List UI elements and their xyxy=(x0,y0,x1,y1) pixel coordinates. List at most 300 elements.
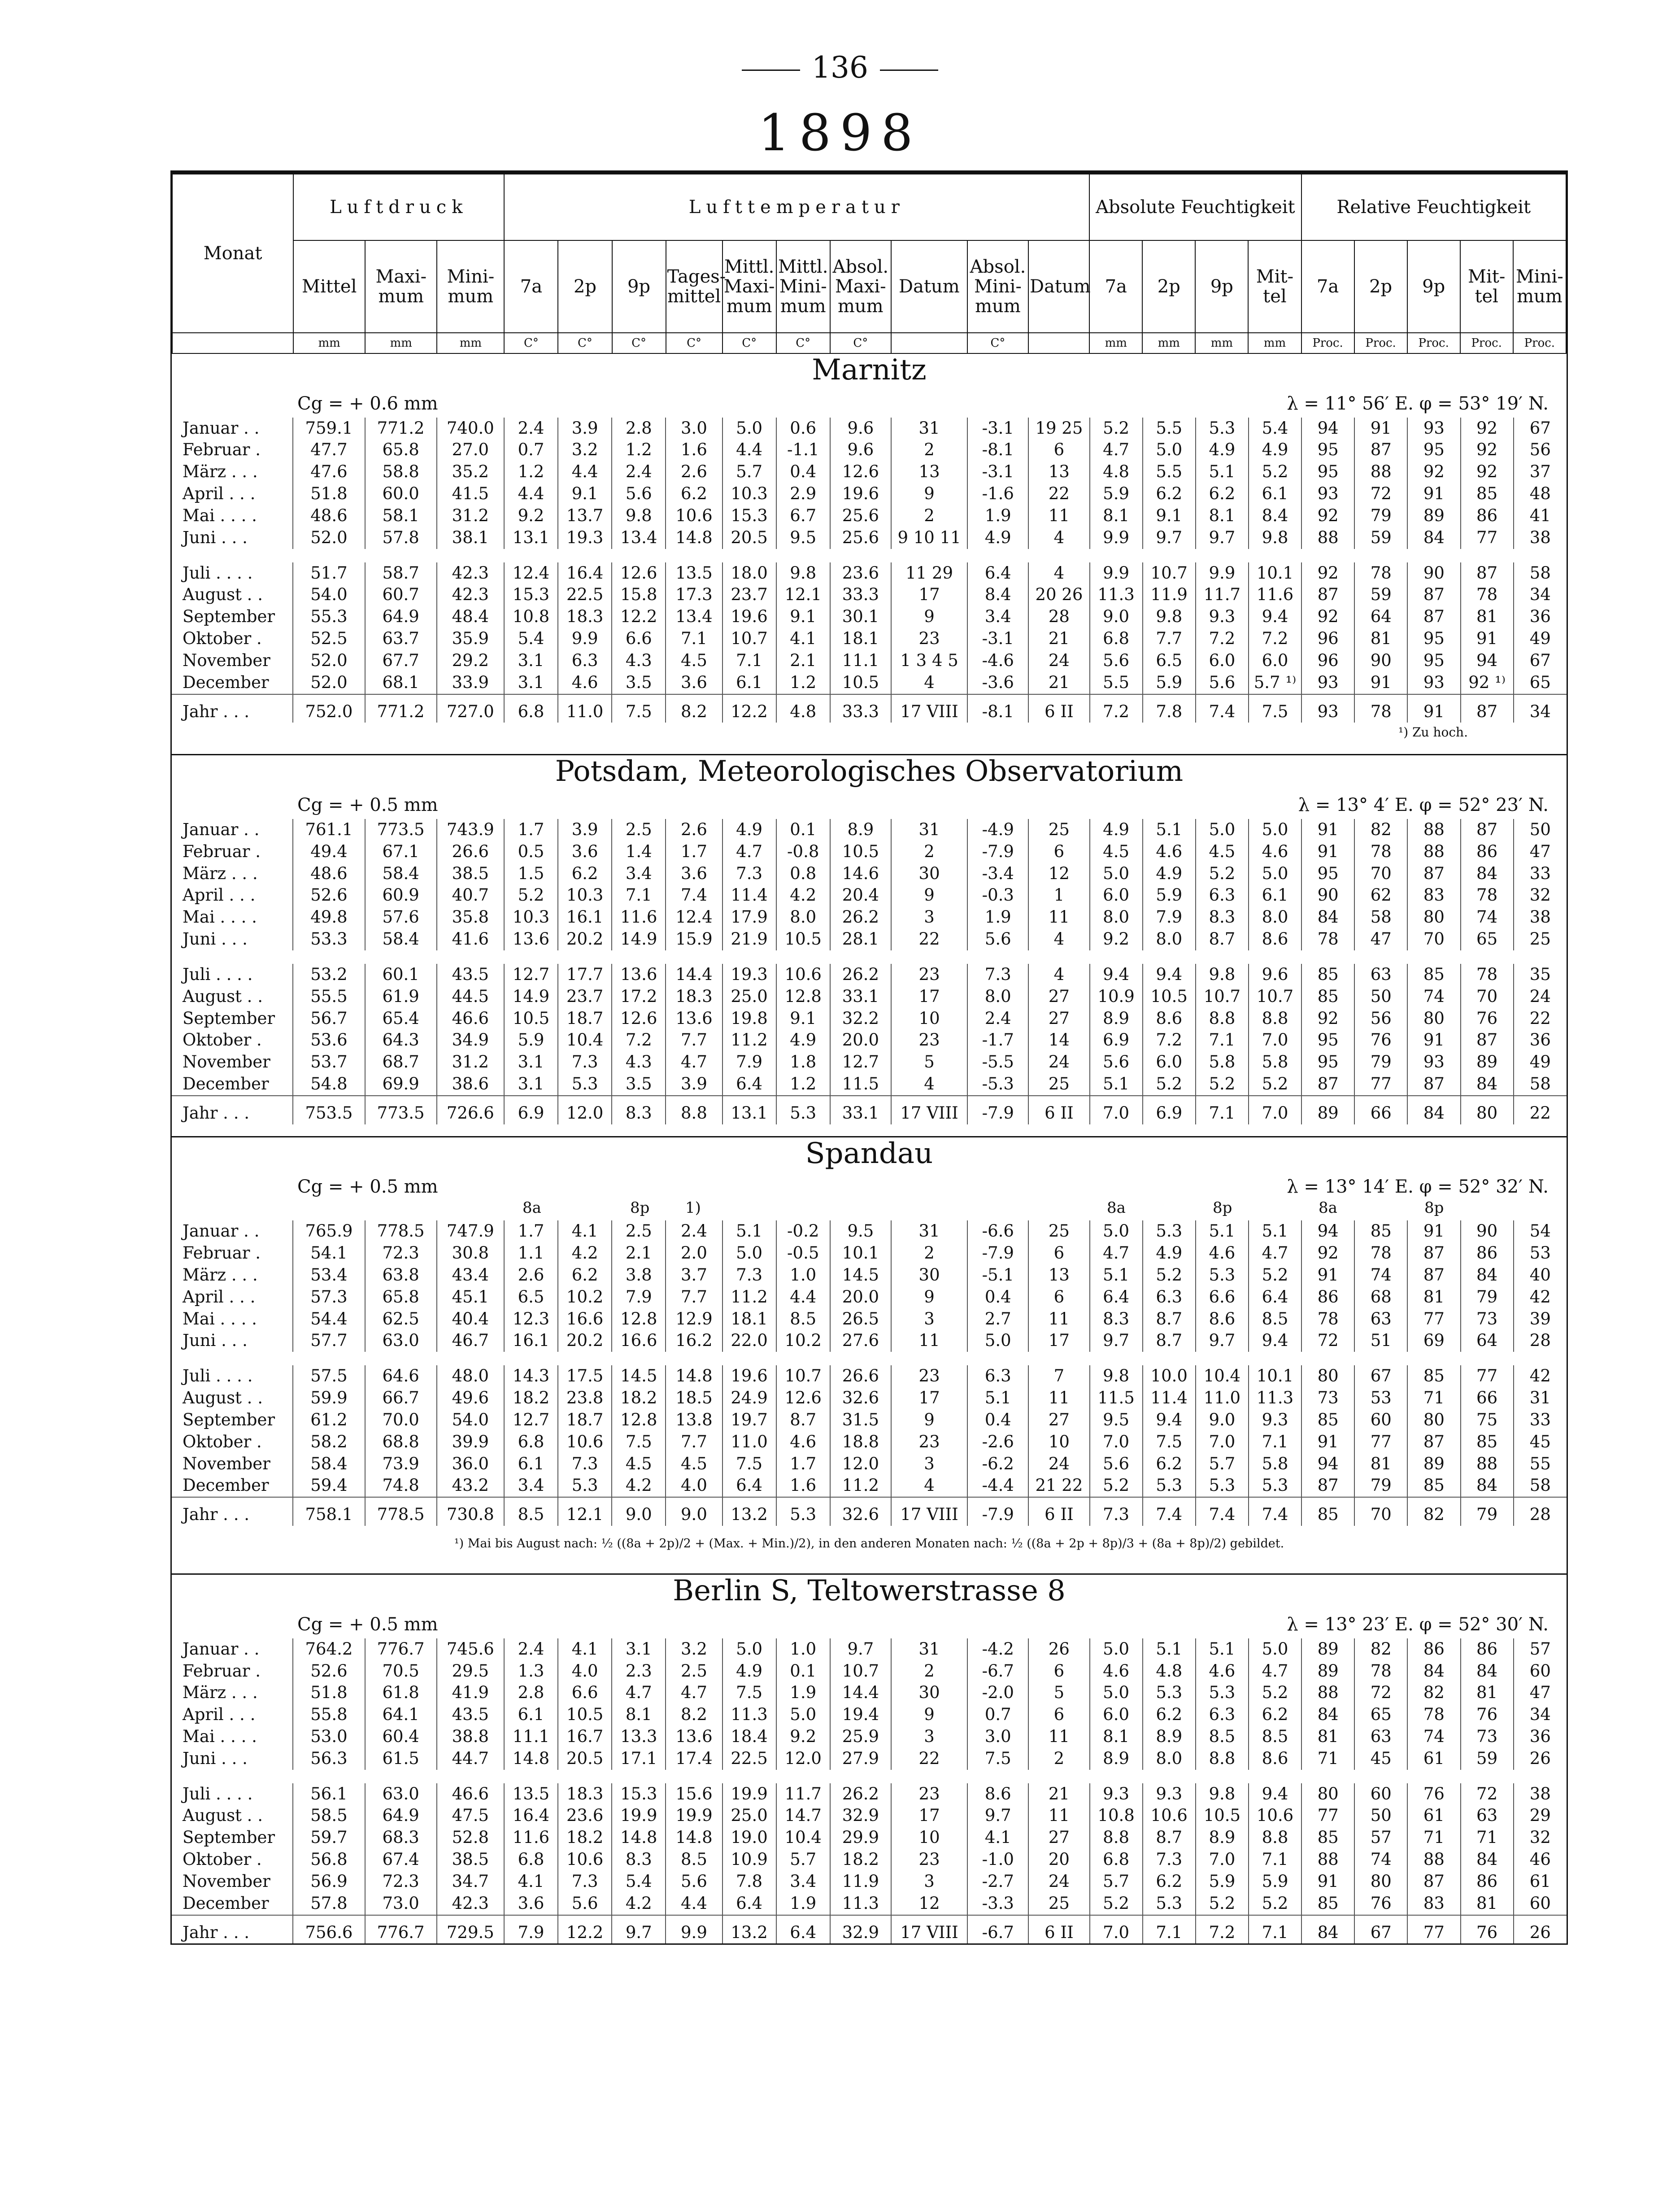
data-cell: 4.4 xyxy=(776,1286,830,1308)
data-cell: 11 29 xyxy=(891,562,967,584)
data-cell: 5 xyxy=(891,1051,967,1073)
month-row xyxy=(172,1242,1567,1264)
data-cell: 7.9 xyxy=(1143,906,1196,928)
month-row xyxy=(172,986,1567,1008)
data-cell: 42.3 xyxy=(437,562,504,584)
data-cell: 10.7 xyxy=(722,628,776,650)
data-cell: 30 xyxy=(891,1682,967,1704)
data-cell: 5.5 xyxy=(1143,461,1196,483)
data-cell: 9 xyxy=(891,606,967,628)
data-cell: 9 xyxy=(891,884,967,906)
data-cell: 5.9 xyxy=(1249,1871,1301,1893)
data-cell: 3.1 xyxy=(504,650,558,672)
data-cell: 8.7 xyxy=(1143,1308,1196,1330)
data-cell: 81 xyxy=(1354,1453,1407,1475)
data-cell: 5.7 xyxy=(1196,1453,1249,1475)
header-col: 2p xyxy=(1142,240,1195,333)
data-cell: 63 xyxy=(1354,1308,1407,1330)
data-cell: 4.2 xyxy=(612,1893,666,1915)
year-row xyxy=(172,1497,1567,1526)
data-cell: 59.7 xyxy=(293,1827,365,1849)
data-cell: 73 xyxy=(1461,1726,1514,1748)
data-cell: 4.6 xyxy=(1143,841,1196,863)
data-cell: 32.6 xyxy=(830,1497,891,1526)
data-cell: 5.6 xyxy=(967,928,1028,950)
data-cell: 65.8 xyxy=(365,1286,437,1308)
data-cell: -3.1 xyxy=(967,628,1028,650)
month-label: Oktober . xyxy=(183,1432,262,1451)
data-cell: 56.1 xyxy=(293,1783,365,1805)
data-cell: -4.9 xyxy=(967,819,1028,841)
data-cell: 5.3 xyxy=(776,1497,830,1526)
data-cell: 6.4 xyxy=(967,562,1028,584)
data-cell: 7.7 xyxy=(666,1286,722,1308)
data-cell: 59 xyxy=(1354,527,1407,549)
data-cell: -7.9 xyxy=(967,1096,1028,1124)
month-label: Mai . . . . xyxy=(183,907,257,927)
data-cell: 54.4 xyxy=(293,1308,365,1330)
data-cell: 5.2 xyxy=(1090,418,1143,440)
data-cell: 10.4 xyxy=(776,1827,830,1849)
data-cell: 5.9 xyxy=(1143,884,1196,906)
data-cell: 78 xyxy=(1354,841,1407,863)
header-col: 7a xyxy=(1089,240,1142,333)
data-cell: 6.8 xyxy=(1090,628,1143,650)
data-cell: 88 xyxy=(1461,1453,1514,1475)
data-cell: 3.9 xyxy=(666,1073,722,1096)
data-cell: 11 xyxy=(1028,906,1089,928)
data-cell: 9.0 xyxy=(666,1497,722,1526)
data-cell: 1.7 xyxy=(504,1220,558,1242)
data-cell: 25.6 xyxy=(830,505,891,527)
data-cell: 86 xyxy=(1461,841,1514,863)
data-cell: 7.9 xyxy=(504,1915,558,1944)
data-cell: 74 xyxy=(1407,986,1460,1008)
data-cell: 4 xyxy=(1028,562,1089,584)
data-cell: 64.3 xyxy=(365,1029,437,1051)
climate-table xyxy=(170,170,1568,1945)
data-cell: 80 xyxy=(1407,906,1460,928)
data-cell: 69 xyxy=(1407,1330,1460,1352)
data-cell: 771.2 xyxy=(365,418,437,440)
data-cell: 13.5 xyxy=(666,562,722,584)
data-cell: 3.0 xyxy=(967,1726,1028,1748)
data-cell: 17 VIII xyxy=(891,1497,967,1526)
data-cell: 12.8 xyxy=(612,1409,666,1431)
month-row xyxy=(172,1827,1567,1849)
data-cell: 27.6 xyxy=(830,1330,891,1352)
data-cell: 14.7 xyxy=(776,1805,830,1827)
data-cell: 16.6 xyxy=(558,1308,612,1330)
data-cell: 38 xyxy=(1514,906,1567,928)
data-cell: 10 xyxy=(1028,1431,1089,1453)
data-cell: 14.8 xyxy=(666,1827,722,1849)
data-cell: 17.5 xyxy=(558,1365,612,1387)
header-absolute-feuchtigkeit: Absolute Feuchtigkeit xyxy=(1089,174,1301,240)
data-cell: 11.1 xyxy=(504,1726,558,1748)
data-cell: 17.2 xyxy=(612,986,666,1008)
data-cell: 77 xyxy=(1461,1365,1514,1387)
data-cell: 6.0 xyxy=(1196,650,1249,672)
year-row xyxy=(172,1096,1567,1124)
data-cell: -6.7 xyxy=(967,1660,1028,1682)
data-cell: 10 xyxy=(891,1827,967,1849)
data-cell: 92 ¹⁾ xyxy=(1461,672,1514,694)
data-cell: 11.9 xyxy=(830,1871,891,1893)
data-cell: 84 xyxy=(1461,1475,1514,1497)
data-cell: 18.3 xyxy=(558,606,612,628)
data-cell: 5.8 xyxy=(1249,1453,1301,1475)
unit-label: C° xyxy=(722,333,776,353)
unit-label: mm xyxy=(293,333,365,353)
data-cell: 10.8 xyxy=(1090,1805,1143,1827)
station-coordinates: λ = 13° 4′ E. φ = 52° 23′ N. xyxy=(1298,794,1549,815)
data-cell: 27 xyxy=(1028,1008,1089,1030)
data-cell: 17.9 xyxy=(722,906,776,928)
data-cell: 5.1 xyxy=(1196,1220,1249,1242)
month-row xyxy=(172,1029,1567,1051)
data-cell: 11.6 xyxy=(1249,584,1301,606)
data-cell: 37 xyxy=(1514,461,1567,483)
data-cell: 10.1 xyxy=(1249,1365,1301,1387)
data-cell: 12.0 xyxy=(830,1453,891,1475)
data-cell: 44.5 xyxy=(437,986,504,1008)
data-cell: 61 xyxy=(1514,1871,1567,1893)
month-label: Juni . . . xyxy=(183,1748,248,1768)
data-cell: 8.0 xyxy=(967,986,1028,1008)
data-cell: 16.4 xyxy=(558,562,612,584)
data-cell: 27.0 xyxy=(437,439,504,461)
data-cell: 81 xyxy=(1461,1893,1514,1915)
data-cell: 9.6 xyxy=(830,418,891,440)
data-cell: 1.8 xyxy=(776,1051,830,1073)
data-cell: 81 xyxy=(1407,1286,1460,1308)
data-cell: 7 xyxy=(1028,1365,1089,1387)
data-cell: 3.8 xyxy=(612,1264,666,1286)
data-cell: 3 xyxy=(891,1453,967,1475)
data-cell: 8.3 xyxy=(1090,1308,1143,1330)
data-cell: 28.1 xyxy=(830,928,891,950)
data-cell: 89 xyxy=(1301,1096,1354,1124)
data-cell: 5.6 xyxy=(666,1871,722,1893)
data-cell: 53.7 xyxy=(293,1051,365,1073)
data-cell: 5.3 xyxy=(1143,1220,1196,1242)
data-cell: 82 xyxy=(1407,1497,1460,1526)
data-cell: 17 xyxy=(1028,1330,1089,1352)
data-cell: 80 xyxy=(1301,1365,1354,1387)
data-cell: 84 xyxy=(1301,906,1354,928)
data-cell: 5.0 xyxy=(722,1242,776,1264)
data-cell: 41.5 xyxy=(437,483,504,505)
data-cell: 78 xyxy=(1461,884,1514,906)
data-cell: 5.1 xyxy=(1143,819,1196,841)
data-cell: 47.7 xyxy=(293,439,365,461)
data-cell: 4.6 xyxy=(1249,841,1301,863)
data-cell: 52.5 xyxy=(293,628,365,650)
data-cell: 3.6 xyxy=(666,863,722,885)
data-cell: 0.4 xyxy=(967,1286,1028,1308)
month-row xyxy=(172,1805,1567,1827)
month-row xyxy=(172,1431,1567,1453)
data-cell: 8.0 xyxy=(1090,906,1143,928)
month-label: Mai . . . . xyxy=(183,505,257,525)
data-cell: 18.7 xyxy=(558,1409,612,1431)
data-cell: 78 xyxy=(1407,1704,1460,1726)
data-cell: 3.4 xyxy=(612,863,666,885)
data-cell: 5.0 xyxy=(1249,863,1301,885)
data-cell: 5.9 xyxy=(1143,672,1196,694)
data-cell: -0.3 xyxy=(967,884,1028,906)
data-cell: 6.1 xyxy=(504,1704,558,1726)
header-col: Maxi-mum xyxy=(365,240,437,333)
data-cell: 2 xyxy=(1028,1748,1089,1770)
data-cell: 9.1 xyxy=(558,483,612,505)
month-row xyxy=(172,1008,1567,1030)
data-cell: 38.6 xyxy=(437,1073,504,1096)
header-col: Mittl. Mini-mum xyxy=(776,240,830,333)
data-cell: 6.8 xyxy=(504,694,558,723)
data-cell: 11.7 xyxy=(776,1783,830,1805)
data-cell: 14.5 xyxy=(830,1264,891,1286)
data-cell: 78 xyxy=(1461,964,1514,986)
data-cell: 43.2 xyxy=(437,1475,504,1497)
data-cell: 38.5 xyxy=(437,1849,504,1871)
data-cell: 69.9 xyxy=(365,1073,437,1096)
data-cell: 2 xyxy=(891,505,967,527)
data-cell: 32.9 xyxy=(830,1915,891,1944)
data-cell: 61.9 xyxy=(365,986,437,1008)
data-cell: 11.6 xyxy=(504,1827,558,1849)
data-cell: 5.1 xyxy=(1249,1220,1301,1242)
data-cell: 4.7 xyxy=(722,841,776,863)
data-cell: 32 xyxy=(1514,884,1567,906)
data-cell: 5.2 xyxy=(1143,1264,1196,1286)
data-cell: 7.1 xyxy=(1143,1915,1196,1944)
data-cell: 776.7 xyxy=(365,1915,437,1944)
data-cell: 5.7 xyxy=(776,1849,830,1871)
data-cell: 73.9 xyxy=(365,1453,437,1475)
data-cell: 93 xyxy=(1407,1051,1460,1073)
data-cell: 60 xyxy=(1354,1783,1407,1805)
data-cell: 1.6 xyxy=(666,439,722,461)
data-cell: 4 xyxy=(891,672,967,694)
data-cell: 88 xyxy=(1407,819,1460,841)
data-cell: 16.7 xyxy=(558,1726,612,1748)
year-label: Jahr . . . xyxy=(172,1096,293,1124)
data-cell: 85 xyxy=(1301,964,1354,986)
data-cell: 16.4 xyxy=(504,1805,558,1827)
data-cell: 50 xyxy=(1354,1805,1407,1827)
data-cell: 12.0 xyxy=(776,1748,830,1770)
data-cell: 5.0 xyxy=(722,1638,776,1660)
month-label: Mai . . . . xyxy=(183,1726,257,1746)
data-cell: 93 xyxy=(1407,672,1460,694)
data-cell: 53.0 xyxy=(293,1726,365,1748)
data-cell: 18.2 xyxy=(612,1387,666,1409)
data-cell: 16.1 xyxy=(558,906,612,928)
data-cell: 8.1 xyxy=(1090,1726,1143,1748)
data-cell: 4.6 xyxy=(558,672,612,694)
station-coordinates: λ = 11° 56′ E. φ = 53° 19′ N. xyxy=(1287,393,1549,414)
station-title: Marnitz xyxy=(812,353,927,387)
footnote: ¹) Zu hoch. xyxy=(1398,725,1468,740)
data-cell: 22 xyxy=(1514,1008,1567,1030)
month-label: Oktober . xyxy=(183,1850,262,1869)
month-label: November xyxy=(183,1052,270,1072)
data-cell: 11.2 xyxy=(830,1475,891,1497)
month-row xyxy=(172,584,1567,606)
data-cell: 72 xyxy=(1354,483,1407,505)
data-cell: 8.5 xyxy=(666,1849,722,1871)
data-cell: 6 xyxy=(1028,1242,1089,1264)
data-cell: 54.1 xyxy=(293,1242,365,1264)
data-cell: 5.1 xyxy=(1196,461,1249,483)
data-cell: 43.5 xyxy=(437,1704,504,1726)
data-cell: 77 xyxy=(1407,1915,1460,1944)
data-cell: 21 xyxy=(1028,672,1089,694)
data-cell: 4.7 xyxy=(1249,1660,1301,1682)
data-cell: 87 xyxy=(1407,1264,1460,1286)
data-cell: 88 xyxy=(1301,1849,1354,1871)
data-cell: 11.0 xyxy=(1196,1387,1249,1409)
data-cell: 13.4 xyxy=(612,527,666,549)
data-cell: 7.5 xyxy=(967,1748,1028,1770)
data-cell: 9.2 xyxy=(1090,928,1143,950)
year-label: Jahr . . . xyxy=(172,1915,293,1944)
data-cell: 10.3 xyxy=(722,483,776,505)
data-cell: 6 II xyxy=(1028,1096,1089,1124)
data-cell: 72.3 xyxy=(365,1242,437,1264)
data-cell: 96 xyxy=(1301,628,1354,650)
data-cell: 9.5 xyxy=(776,527,830,549)
data-cell: -0.5 xyxy=(776,1242,830,1264)
data-cell: 6.3 xyxy=(967,1365,1028,1387)
data-cell: 4.5 xyxy=(612,1453,666,1475)
data-cell: 31 xyxy=(891,1220,967,1242)
data-cell: 7.0 xyxy=(1196,1849,1249,1871)
data-cell: 65 xyxy=(1514,672,1567,694)
data-cell: 18.8 xyxy=(830,1431,891,1453)
header-col: 9p xyxy=(1407,240,1460,333)
data-cell: -5.1 xyxy=(967,1264,1028,1286)
data-cell: 23 xyxy=(891,1849,967,1871)
data-cell: 93 xyxy=(1301,483,1354,505)
data-cell: 34 xyxy=(1514,1704,1567,1726)
data-cell: 12.7 xyxy=(504,1409,558,1431)
data-cell: 79 xyxy=(1354,1051,1407,1073)
data-cell: 36 xyxy=(1514,1029,1567,1051)
data-cell: 92 xyxy=(1461,461,1514,483)
data-cell: 63 xyxy=(1354,964,1407,986)
data-cell: 84 xyxy=(1461,1073,1514,1096)
data-cell: 5.2 xyxy=(1196,863,1249,885)
data-cell: 2.1 xyxy=(612,1242,666,1264)
data-cell: 57.8 xyxy=(293,1893,365,1915)
data-cell: 38.8 xyxy=(437,1726,504,1748)
data-cell: 5.3 xyxy=(1143,1682,1196,1704)
station-coordinates: λ = 13° 23′ E. φ = 52° 30′ N. xyxy=(1287,1614,1549,1635)
data-cell: 9 xyxy=(891,1409,967,1431)
data-cell: 10 xyxy=(891,1008,967,1030)
data-cell: 13.4 xyxy=(666,606,722,628)
data-cell: 92 xyxy=(1407,461,1460,483)
data-cell: 84 xyxy=(1407,527,1460,549)
data-cell: 87 xyxy=(1407,584,1460,606)
data-cell: 93 xyxy=(1301,694,1354,723)
data-cell: 40 xyxy=(1514,1264,1567,1286)
data-cell: 17.1 xyxy=(612,1748,666,1770)
data-cell: 9.7 xyxy=(1196,1330,1249,1352)
unit-label: mm xyxy=(1142,333,1195,353)
data-cell: 3.4 xyxy=(776,1871,830,1893)
data-cell: 81 xyxy=(1301,1726,1354,1748)
unit-label: Proc. xyxy=(1407,333,1460,353)
data-cell: 47 xyxy=(1514,841,1567,863)
unit-label xyxy=(1028,333,1089,353)
data-cell: 13 xyxy=(1028,1264,1089,1286)
data-cell: 13.8 xyxy=(666,1409,722,1431)
data-cell: 6.1 xyxy=(1249,884,1301,906)
data-cell: 92 xyxy=(1461,418,1514,440)
data-cell: 43.5 xyxy=(437,964,504,986)
data-cell: 87 xyxy=(1407,1242,1460,1264)
data-cell: 5.1 xyxy=(1196,1638,1249,1660)
data-cell: 761.1 xyxy=(293,819,365,841)
month-label: August . . xyxy=(183,585,263,605)
data-cell: 62.5 xyxy=(365,1308,437,1330)
data-cell: 15.3 xyxy=(612,1783,666,1805)
data-cell: 9.1 xyxy=(776,1008,830,1030)
data-cell: 20.5 xyxy=(558,1748,612,1770)
data-cell: 11 xyxy=(1028,505,1089,527)
data-cell: 49.8 xyxy=(293,906,365,928)
data-cell: 5.7 ¹⁾ xyxy=(1249,672,1301,694)
data-cell: 84 xyxy=(1407,1096,1460,1124)
data-cell: 57.6 xyxy=(365,906,437,928)
data-cell: 93 xyxy=(1407,418,1460,440)
data-cell: 77 xyxy=(1354,1431,1407,1453)
month-row xyxy=(172,964,1567,986)
data-cell: 5.0 xyxy=(1249,819,1301,841)
data-cell: 6.6 xyxy=(612,628,666,650)
header-monat: Monat xyxy=(172,174,293,333)
data-cell: 7.3 xyxy=(722,1264,776,1286)
data-cell: 38.1 xyxy=(437,527,504,549)
month-label: Januar . . xyxy=(183,1639,260,1659)
data-cell: 85 xyxy=(1301,1409,1354,1431)
data-cell: 6 xyxy=(1028,1286,1089,1308)
unit-label: Proc. xyxy=(1460,333,1513,353)
data-cell: 74 xyxy=(1407,1726,1460,1748)
data-cell: 19.9 xyxy=(612,1805,666,1827)
header-lufttemperatur: Lufttemperatur xyxy=(504,174,1089,240)
data-cell: 39.9 xyxy=(437,1431,504,1453)
data-cell: 91 xyxy=(1407,1220,1460,1242)
data-cell: -3.4 xyxy=(967,863,1028,885)
data-cell: 12.8 xyxy=(776,986,830,1008)
data-cell: 5.2 xyxy=(1249,1073,1301,1096)
data-cell: 7.0 xyxy=(1090,1431,1143,1453)
data-cell: -7.9 xyxy=(967,1497,1028,1526)
data-cell: 5.7 xyxy=(1090,1871,1143,1893)
data-cell: 63.0 xyxy=(365,1783,437,1805)
data-cell: 9 xyxy=(891,1286,967,1308)
data-cell: 6.5 xyxy=(1143,650,1196,672)
data-cell: 20.2 xyxy=(558,1330,612,1352)
data-cell: 9.5 xyxy=(830,1220,891,1242)
data-cell: 58 xyxy=(1514,1475,1567,1497)
data-cell: 8.3 xyxy=(612,1096,666,1124)
